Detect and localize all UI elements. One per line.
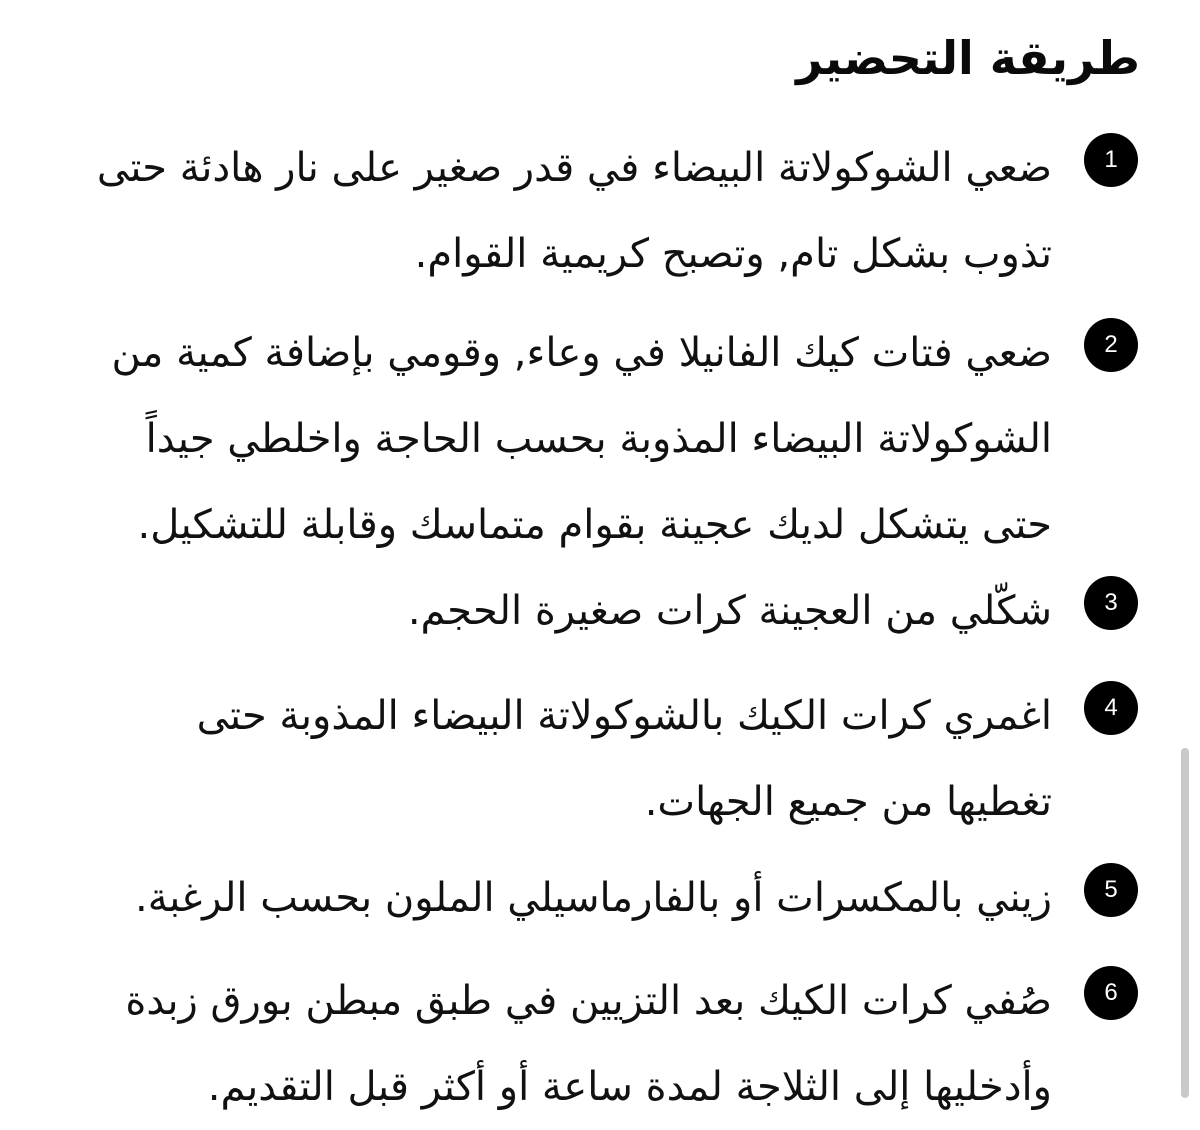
step-number-badge: 6 <box>1084 966 1138 1020</box>
step-text <box>52 958 1052 1130</box>
step-text-line: اغمري كرات الكيك بالشوكولاتة البيضاء المذوبة حتى <box>196 693 1052 739</box>
step-text <box>52 125 1052 297</box>
step-number-badge: 4 <box>1084 681 1138 735</box>
step-number-badge: 1 <box>1084 133 1138 187</box>
section-title: طريقة التحضير <box>796 31 1140 85</box>
vertical-scrollbar[interactable] <box>1181 748 1189 1098</box>
step-text-line: وأدخليها إلى الثلاجة لمدة ساعة أو أكثر قبل التقديم. <box>207 1064 1052 1110</box>
step-number-badge: 2 <box>1084 318 1138 372</box>
step-text-line: شكّلي من العجينة كرات صغيرة الحجم. <box>407 588 1052 634</box>
step-text <box>52 568 1052 654</box>
step-text <box>52 855 1052 941</box>
step-text <box>52 673 1052 845</box>
step-text-line: صُفي كرات الكيك بعد التزيين في طبق مبطن بورق زبدة <box>125 978 1052 1024</box>
step-number-badge: 5 <box>1084 863 1138 917</box>
step-number-badge: 3 <box>1084 576 1138 630</box>
step-text-line: حتى يتشكل لديك عجينة بقوام متماسك وقابلة للتشكيل. <box>137 502 1052 548</box>
step-text-line: الشوكولاتة البيضاء المذوبة بحسب الحاجة واخلطي جيداً <box>145 416 1052 462</box>
step-text-line: زيني بالمكسرات أو بالفارماسيلي الملون بحسب الرغبة. <box>135 875 1052 921</box>
step-text-line: تغطيها من جميع الجهات. <box>644 779 1052 825</box>
step-text-line: ضعي الشوكولاتة البيضاء في قدر صغير على نار هادئة حتى <box>96 145 1052 191</box>
step-text-line: ضعي فتات كيك الفانيلا في وعاء, وقومي بإضافة كمية من <box>111 330 1052 376</box>
step-text-line: تذوب بشكل تام, وتصبح كريمية القوام. <box>414 231 1052 277</box>
step-text <box>52 310 1052 568</box>
